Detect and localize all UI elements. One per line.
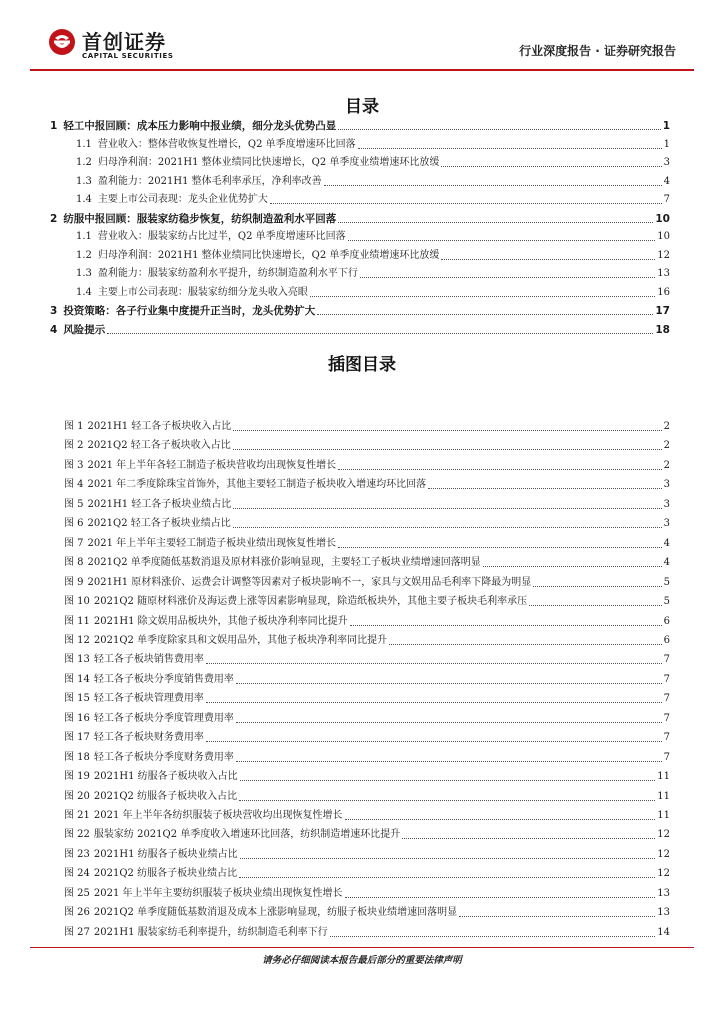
figure-page: 7 — [663, 654, 670, 666]
dot-leader — [236, 683, 662, 684]
dot-leader — [338, 547, 661, 548]
figure-page: 3 — [663, 498, 670, 510]
figure-number: 图 21 — [64, 810, 90, 821]
toc-entry-number: 1.3 — [76, 175, 92, 187]
dot-leader — [233, 430, 661, 431]
figure-list-entry[interactable] — [64, 479, 670, 491]
dot-leader — [233, 527, 662, 528]
toc-entry-text: 投资策略：各子行业集中度提升正当时，龙头优势扩大 — [63, 305, 316, 317]
figure-caption: 2021Q2 单季度随低基数消退及原材料涨价影响显现，主要轻工子板块业绩增速回落明显 — [87, 557, 481, 569]
dot-leader — [330, 936, 656, 937]
dot-leader — [310, 296, 655, 297]
figure-caption: 轻工各子板块销售费用率 — [93, 654, 204, 666]
figure-number: 图 23 — [64, 848, 90, 860]
toc-entry-number: 3 — [50, 305, 58, 317]
figure-list-entry[interactable] — [64, 460, 670, 472]
toc-section-entry[interactable] — [50, 120, 670, 132]
figure-page: 5 — [663, 576, 670, 588]
figure-caption: 2021Q2 随原材料涨价及海运费上涨等因素影响显现，除造纸板块外，其他主要子板块毛利率承压 — [93, 596, 528, 608]
figure-page: 11 — [657, 810, 670, 821]
figure-page: 2 — [663, 440, 670, 452]
figure-page: 13 — [657, 907, 670, 919]
figure-list-entry[interactable] — [64, 499, 670, 511]
toc-entry-page: 12 — [657, 249, 670, 261]
toc-entry-text: 纺服中报回顾：服装家纺稳步恢复，纺织制造盈利水平回落 — [63, 212, 337, 225]
figure-number: 图 3 — [64, 459, 84, 471]
figure-number: 图 14 — [64, 673, 90, 685]
dot-leader — [533, 586, 661, 587]
toc-entry-number: 2 — [50, 212, 58, 225]
figure-list-entry[interactable] — [64, 888, 670, 900]
figure-page: 6 — [663, 615, 670, 627]
figure-caption: 轻工各子板块分季度财务费用率 — [93, 751, 234, 763]
figure-page: 11 — [657, 771, 670, 783]
figure-caption: 2021Q2 单季度随低基数消退及成本上涨影响显现，纺服子板块业绩增速回落明显 — [93, 907, 458, 919]
toc-subsection-entry[interactable] — [50, 176, 670, 188]
toc-subsection-entry[interactable] — [50, 194, 670, 206]
toc-entry-page: 10 — [655, 212, 670, 225]
dot-leader — [402, 838, 655, 839]
toc-entry-text: 归母净利润：2021H1 整体业绩同比快速增长，Q2 单季度业绩增速环比放缓 — [97, 157, 440, 168]
toc-entry-page: 3 — [663, 157, 670, 168]
figure-page: 5 — [663, 596, 670, 608]
toc-section-entry[interactable] — [50, 305, 670, 317]
dot-leader — [389, 644, 662, 645]
header-divider — [30, 69, 694, 71]
figure-number: 图 9 — [64, 576, 84, 588]
dot-leader — [529, 605, 662, 606]
toc-entry-number: 1.2 — [76, 249, 92, 261]
figure-number: 图 4 — [64, 479, 84, 491]
figure-page: 7 — [663, 673, 670, 685]
dot-leader — [233, 449, 662, 450]
toc-entry-page: 1 — [663, 138, 670, 150]
figure-page: 4 — [663, 537, 670, 549]
figure-list-entry[interactable] — [64, 654, 670, 666]
toc-entry-number: 1.1 — [76, 138, 92, 150]
toc-subsection-entry[interactable] — [50, 157, 670, 169]
figure-list-entry[interactable] — [64, 868, 670, 880]
figure-page: 7 — [663, 693, 670, 705]
toc-entry-page: 1 — [662, 120, 670, 132]
figure-list-entry[interactable] — [64, 538, 670, 550]
figure-page: 12 — [657, 829, 670, 841]
figure-number: 图 19 — [64, 771, 90, 783]
dot-leader — [206, 741, 662, 742]
toc-entry-number: 1 — [50, 120, 58, 132]
dot-leader — [350, 625, 662, 626]
figure-caption: 轻工各子板块分季度销售费用率 — [93, 673, 234, 685]
dot-leader — [338, 222, 653, 223]
toc-subsection-entry[interactable] — [50, 287, 670, 299]
figure-caption: 2021 年上半年主要轻工制造子板块业绩出现恢复性增长 — [87, 537, 337, 549]
figure-caption: 2021Q2 轻工各子板块收入占比 — [87, 440, 231, 452]
figure-number: 图 6 — [64, 518, 84, 530]
page-header — [30, 22, 694, 68]
figure-list-entry[interactable] — [64, 693, 670, 705]
figure-page: 4 — [663, 557, 670, 569]
toc-entry-text: 盈利能力：服装家纺盈利水平提升，纺织制造盈利水平下行 — [97, 268, 358, 279]
toc-entry-page: 16 — [657, 286, 670, 298]
figure-number: 图 22 — [64, 829, 90, 841]
figure-caption: 2021Q2 纺服各子板块收入占比 — [93, 790, 238, 802]
figure-page: 3 — [663, 518, 670, 530]
figure-page: 6 — [663, 634, 670, 646]
dot-leader — [270, 203, 662, 204]
dot-leader — [459, 916, 655, 917]
dot-leader — [206, 663, 662, 664]
figure-number: 图 24 — [64, 868, 90, 880]
toc-entry-page: 4 — [663, 175, 670, 187]
legal-disclaimer-footer: 请务必仔细阅读本报告最后部分的重要法律声明 — [262, 955, 462, 966]
toc-entry-page: 17 — [655, 305, 670, 317]
figure-list-entry[interactable] — [64, 518, 670, 530]
toc-entry-number: 1.2 — [76, 157, 92, 168]
dot-leader — [236, 722, 662, 723]
toc-entry-page: 7 — [663, 194, 670, 205]
toc-entry-page: 13 — [657, 268, 670, 279]
toc-entry-text: 营业收入：整体营收恢复性增长，Q2 单季度增速环比回落 — [97, 138, 356, 150]
figure-list-entry[interactable] — [64, 791, 670, 803]
toc-entry-page: 10 — [657, 231, 670, 242]
figure-list-entry[interactable] — [64, 907, 670, 919]
dot-leader — [483, 566, 662, 567]
figure-caption: 2021 年二季度除珠宝首饰外，其他主要轻工制造子板块收入增速均环比回落 — [87, 479, 427, 491]
logo-chinese-name: 首创证券 — [82, 30, 166, 54]
dot-leader — [338, 469, 661, 470]
figure-number: 图 13 — [64, 654, 90, 666]
toc-entry-number: 4 — [50, 323, 58, 336]
dot-leader — [240, 780, 656, 781]
dot-leader — [317, 314, 653, 315]
figure-number: 图 20 — [64, 790, 90, 802]
figure-caption: 2021Q2 单季度除家具和文娱用品外，其他子板块净利率同比提升 — [93, 634, 388, 646]
figure-number: 图 8 — [64, 557, 84, 569]
figure-number: 图 2 — [64, 440, 84, 452]
figure-number: 图 26 — [64, 907, 90, 919]
toc-entry-text: 归母净利润：2021H1 整体业绩同比快速增长，Q2 单季度业绩增速环比放缓 — [97, 249, 440, 261]
figure-caption: 2021H1 除文娱用品板块外，其他子板块净利率同比提升 — [93, 615, 348, 627]
figure-number: 图 16 — [64, 712, 90, 724]
figure-list-entry[interactable] — [64, 440, 670, 452]
toc-entry-number: 1.4 — [76, 286, 92, 298]
figure-list-entry[interactable] — [64, 674, 670, 686]
figure-list-entry[interactable] — [64, 616, 670, 628]
figure-list-entry[interactable] — [64, 732, 670, 744]
figure-caption: 2021H1 原材料涨价、运费会计调整等因素对子板块影响不一，家具与文娱用品毛利率下降最为明显 — [87, 576, 532, 588]
figure-caption: 2021H1 轻工各子板块收入占比 — [87, 421, 232, 432]
figure-list-entry[interactable] — [64, 577, 670, 589]
figure-caption: 2021H1 轻工各子板块业绩占比 — [87, 498, 232, 510]
figure-list-entry[interactable] — [64, 421, 670, 433]
figure-list-title: 插图目录 — [328, 355, 396, 375]
figure-caption: 2021H1 纺服各子板块业绩占比 — [93, 848, 238, 860]
figure-list-entry[interactable] — [64, 927, 670, 939]
figure-number: 图 17 — [64, 732, 90, 744]
figure-caption: 轻工各子板块财务费用率 — [93, 732, 204, 744]
toc-subsection-entry[interactable] — [50, 268, 670, 280]
figure-list-entry[interactable] — [64, 557, 670, 569]
figure-page: 7 — [663, 751, 670, 763]
toc-entry-number: 1.1 — [76, 231, 92, 242]
logo-english-name: CAPITAL SECURITIES — [82, 52, 174, 60]
figure-number: 图 25 — [64, 887, 90, 899]
figure-number: 图 12 — [64, 634, 90, 646]
figure-caption: 轻工各子板块分季度管理费用率 — [93, 712, 234, 724]
figure-list-entry[interactable] — [64, 849, 670, 861]
figure-page: 3 — [663, 479, 670, 491]
dot-leader — [345, 819, 656, 820]
toc-title: 目录 — [345, 97, 379, 117]
figure-list-entry[interactable] — [64, 752, 670, 764]
figure-number: 图 5 — [64, 498, 84, 510]
figure-page: 12 — [657, 848, 670, 860]
figure-number: 图 27 — [64, 926, 90, 938]
toc-entry-text: 主要上市公司表现：服装家纺细分龙头收入亮眼 — [97, 286, 308, 298]
dot-leader — [239, 877, 655, 878]
figure-number: 图 15 — [64, 693, 90, 705]
toc-entry-text: 盈利能力：2021H1 整体毛利率承压，净利率改善 — [97, 175, 322, 187]
toc-entry-number: 1.4 — [76, 194, 92, 205]
figure-caption: 服装家纺 2021Q2 单季度收入增速环比回落，纺织制造增速环比提升 — [93, 829, 401, 841]
figure-list-entry[interactable] — [64, 829, 670, 841]
figure-number: 图 18 — [64, 751, 90, 763]
toc-entry-text: 营业收入：服装家纺占比过半，Q2 单季度增速环比回落 — [97, 231, 346, 242]
figure-page: 12 — [657, 868, 670, 880]
dot-leader — [236, 761, 662, 762]
toc-subsection-entry[interactable] — [50, 250, 670, 262]
company-logo — [48, 24, 218, 68]
figure-caption: 2021 年上半年主要纺织服装子板块业绩出现恢复性增长 — [93, 887, 343, 899]
toc-subsection-entry[interactable] — [50, 231, 670, 243]
figure-number: 图 11 — [64, 615, 90, 627]
dot-leader — [360, 277, 655, 278]
dot-leader — [441, 259, 655, 260]
dot-leader — [206, 702, 662, 703]
dot-leader — [348, 240, 656, 241]
toc-section-entry[interactable] — [50, 324, 670, 336]
dot-leader — [441, 166, 661, 167]
figure-list-entry[interactable] — [64, 635, 670, 647]
figure-number: 图 10 — [64, 596, 90, 608]
dot-leader — [324, 185, 662, 186]
toc-section-entry[interactable] — [50, 213, 670, 225]
figure-page: 13 — [657, 887, 670, 899]
figure-caption: 2021 年上半年各纺织服装子板块营收均出现恢复性增长 — [93, 810, 343, 821]
dot-leader — [233, 508, 661, 509]
toc-entry-page: 18 — [655, 323, 670, 336]
dot-leader — [428, 488, 661, 489]
figure-list-entry[interactable] — [64, 771, 670, 783]
figure-list-entry[interactable] — [64, 713, 670, 725]
figure-page: 14 — [657, 926, 670, 938]
figure-caption: 2021Q2 轻工各子板块业绩占比 — [87, 518, 231, 530]
toc-entry-text: 主要上市公司表现：龙头企业优势扩大 — [97, 194, 268, 205]
figure-caption: 2021H1 纺服各子板块收入占比 — [93, 771, 238, 783]
figure-page: 2 — [663, 459, 670, 471]
figure-list-entry[interactable] — [64, 810, 670, 822]
capital-securities-logo-icon — [48, 28, 76, 56]
footer-divider — [30, 947, 694, 948]
toc-subsection-entry[interactable] — [50, 139, 670, 151]
figure-list-entry[interactable] — [64, 596, 670, 608]
figure-number: 图 7 — [64, 537, 84, 549]
dot-leader — [338, 129, 660, 130]
figure-caption: 轻工各子板块管理费用率 — [93, 693, 204, 705]
figure-number: 图 1 — [64, 421, 84, 432]
toc-entry-text: 轻工中报回顾：成本压力影响中报业绩，细分龙头优势凸显 — [63, 120, 337, 132]
dot-leader — [240, 858, 656, 859]
figure-caption: 2021Q2 纺服各子板块业绩占比 — [93, 868, 238, 880]
toc-entry-number: 1.3 — [76, 268, 92, 279]
figure-caption: 2021 年上半年各轻工制造子板块营收均出现恢复性增长 — [87, 459, 337, 471]
dot-leader — [358, 148, 662, 149]
dot-leader — [239, 800, 655, 801]
figure-page: 7 — [663, 712, 670, 724]
dot-leader — [107, 333, 653, 334]
dot-leader — [345, 897, 656, 898]
toc-entry-text: 风险提示 — [63, 323, 106, 336]
figure-page: 2 — [663, 421, 670, 432]
figure-page: 11 — [657, 790, 670, 802]
figure-page: 7 — [663, 732, 670, 744]
figure-caption: 2021H1 服装家纺毛利率提升，纺织制造毛利率下行 — [93, 926, 328, 938]
report-type-label: 行业深度报告 · 证券研究报告 — [519, 44, 676, 58]
